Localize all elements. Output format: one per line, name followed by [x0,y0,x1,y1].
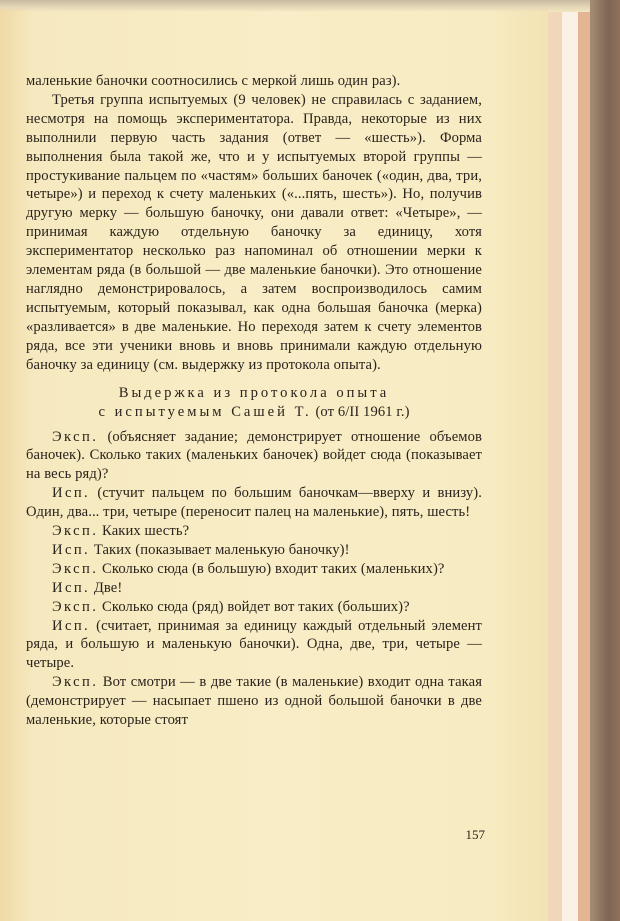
dialogue-line [26,541,482,560]
heading-date: (от 6/II 1961 г.) [315,403,410,420]
speaker: Исп. [52,541,91,558]
book-spine-shadow [590,0,620,921]
page-edge-shadow [578,12,590,921]
speaker: Эксп. [52,560,99,577]
dialogue-line [26,484,482,522]
utterance: Таких (показывает маленькую баночку)! [93,541,350,558]
utterance: (считает, принимая за единицу каждый отдельный элемент ряда, и большую и маленькую баночки). Одна, две, три, четыре — четыре. [26,617,483,672]
page-edge [548,12,562,921]
speaker: Эксп. [52,598,99,615]
dialogue-line [26,522,482,541]
utterance: (стучит пальцем по большим баночкам—вверху и внизу). Один, два... три, четыре (переносит палец на маленькие), пять, шесть! [26,485,482,521]
page-text [26,72,482,730]
speaker: Эксп. [52,428,99,445]
paragraph: маленькие баночки соотносились с меркой лишь один раз). [26,73,401,89]
speaker: Эксп. [52,523,99,540]
utterance: (объясняет задание; демонстрирует отношение объемов баночек). Сколько таких (маленьких баночек) войдет сюда (показывает на весь ряд)? [26,428,483,483]
heading-line-2 [26,403,482,422]
page-number: 157 [465,827,485,842]
dialogue-line [26,673,482,730]
dialogue-line [26,560,482,579]
utterance: Сколько сюда (ряд) войдет вот таких (больших)? [102,598,410,615]
utterance: Каких шесть? [102,523,190,540]
heading-line-1: Выдержка из протокола опыта [118,384,390,401]
dialogue-line [26,579,482,598]
dialogue-line [26,598,482,617]
speaker: Исп. [52,617,91,634]
protocol-heading [26,384,482,422]
paragraph: Третья группа испытуемых (9 человек) не справилась с заданием, несмотря на помощь экспериментатора. Правда, некоторые из них выполнили первую часть задания (ответ — «шесть»). Форма выполнения была такой же, что и у испытуемых второй группы — простукивание пальцем по «частям» больших баночек («один, два, три, четыре») и переход к счету маленьких («...пять, шесть»). Но, получив другую мерку — большую баночку, они давали ответ: «Четыре», — принимая каждую отдельную баночку за единицу, хотя экспериментатор несколько раз напоминал об отношении мерки к элементам ряда (в большой — две маленькие баночки). Это отношение наглядно демонстрировалось, а затем воспроизводилось самим испытуемым, который показывал, как одна большая баночка (мерка) «разливается» в две маленькие. Но переходя затем к счету элементов ряда, все эти ученики вновь и вновь принимали каждую отдельную баночку за единицу (см. выдержку из протокола опыта). [26,91,482,373]
utterance: Две! [93,579,123,596]
top-shadow [0,0,620,12]
page-edge-highlight [562,12,578,921]
dialogue-line [26,428,482,485]
utterance: Вот смотри — в две такие (в маленькие) входит одна такая (демонстрирует — насыпает пшено из одной большой баночки в две маленькие, которые стоят [26,674,483,729]
dialogue-line [26,617,482,674]
speaker: Исп. [52,579,91,596]
heading-subject: с испытуемым Сашей Т. [98,403,312,420]
speaker: Эксп. [52,674,99,691]
speaker: Исп. [52,485,91,502]
utterance: Сколько сюда (в большую) входит таких (маленьких)? [102,560,445,577]
